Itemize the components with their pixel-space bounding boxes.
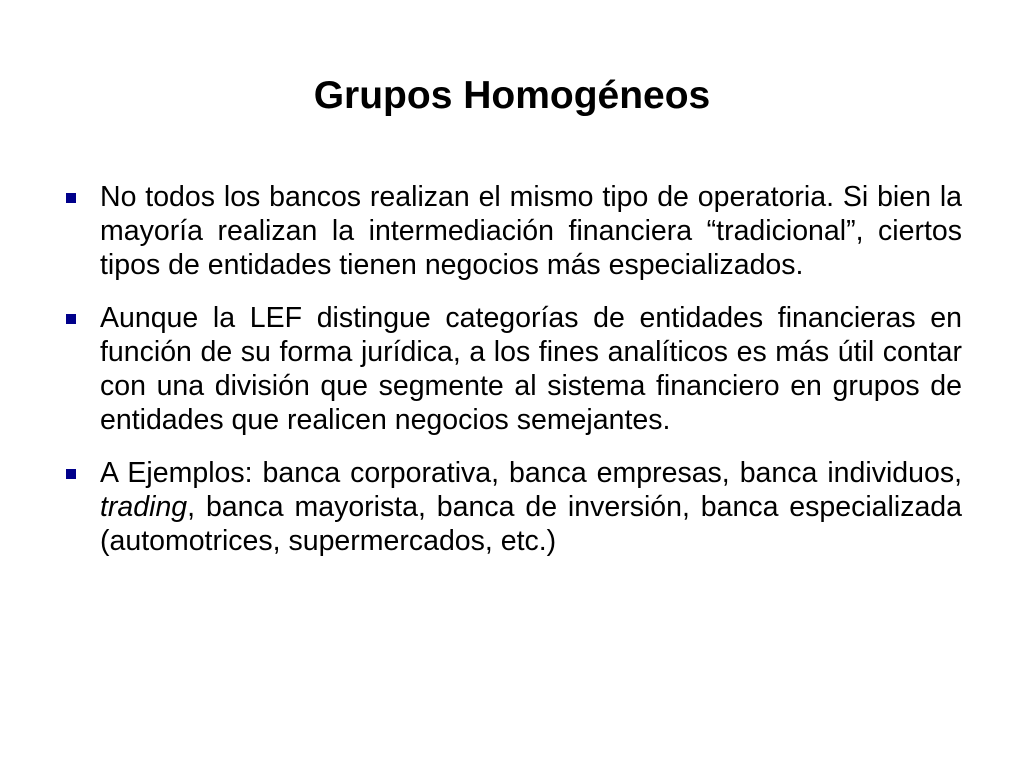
square-bullet-icon: [66, 469, 76, 479]
bullet-list: [100, 180, 962, 577]
slide-title: Grupos Homogéneos: [313, 74, 711, 117]
bullet-text: [100, 457, 962, 557]
bullet-text-italic: trading: [100, 491, 188, 523]
bullet-item: [100, 301, 962, 437]
bullet-item: [100, 456, 962, 558]
bullet-text-before: A Ejemplos: banca corporativa, banca empresas, banca individuos,: [100, 457, 962, 489]
bullet-text: No todos los bancos realizan el mismo tipo de operatoria. Si bien la mayoría realizan la intermediación financiera “tradicional”, ciertos tipos de entidades tienen negocios más especializados.: [100, 181, 962, 281]
bullet-item: [100, 180, 962, 282]
bullet-text: Aunque la LEF distingue categorías de entidades financieras en función de su forma jurídica, a los fines analíticos es más útil contar con una división que segmente al sistema financiero en grupos de entidades que realicen negocios semejantes.: [100, 302, 962, 436]
square-bullet-icon: [66, 314, 76, 324]
bullet-text-after: , banca mayorista, banca de inversión, banca especializada (automotrices, supermercados, etc.): [100, 491, 962, 557]
square-bullet-icon: [66, 193, 76, 203]
